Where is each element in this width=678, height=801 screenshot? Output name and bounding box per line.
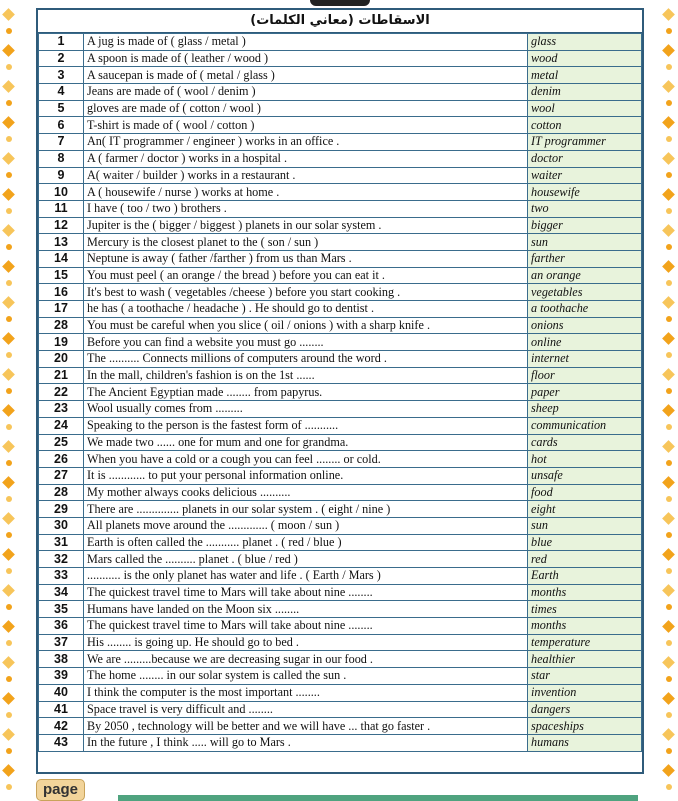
row-number: 16 [39,284,84,301]
dot-ornament [666,208,672,214]
table-row [39,568,642,585]
question-text: I think the computer is the most important ........ [84,684,528,701]
row-number: 38 [39,651,84,668]
diamond-ornament [2,440,15,453]
table-row [39,517,642,534]
table-row [39,534,642,551]
dot-ornament [666,172,672,178]
diamond-ornament [2,8,15,21]
dot-ornament [666,244,672,250]
worksheet-title: الاسقاطات (معاني الكلمات) [38,10,642,33]
question-text: A( waiter / builder ) works in a restaurant . [84,167,528,184]
dot-ornament [6,64,12,70]
answer-text: an orange [528,267,642,284]
row-number: 26 [39,451,84,468]
table-row [39,451,642,468]
diamond-ornament [2,584,15,597]
diamond-ornament [662,44,675,57]
answer-text: eight [528,501,642,518]
dot-ornament [6,568,12,574]
table-row [39,684,642,701]
question-text: It's best to wash ( vegetables /cheese ) before you start cooking . [84,284,528,301]
table-row [39,134,642,151]
diamond-ornament [662,260,675,273]
question-text: T-shirt is made of ( wool / cotton ) [84,117,528,134]
table-row [39,34,642,51]
answer-text: waiter [528,167,642,184]
diamond-ornament [2,44,15,57]
table-row [39,601,642,618]
dot-ornament [6,208,12,214]
answer-text: communication [528,417,642,434]
dot-ornament [6,532,12,538]
dot-ornament [666,316,672,322]
diamond-ornament [2,296,15,309]
answer-text: paper [528,384,642,401]
worksheet [36,8,644,774]
row-number: 20 [39,351,84,368]
question-text: A ( housewife / nurse ) works at home . [84,184,528,201]
diamond-ornament [2,368,15,381]
diamond-ornament [2,404,15,417]
dot-ornament [666,532,672,538]
row-number: 40 [39,684,84,701]
dot-ornament [6,748,12,754]
diamond-ornament [662,8,675,21]
row-number: 32 [39,551,84,568]
answer-text: housewife [528,184,642,201]
vocab-table [38,33,642,752]
question-text: The .......... Connects millions of computers around the word . [84,351,528,368]
row-number: 35 [39,601,84,618]
table-row [39,718,642,735]
dot-ornament [6,316,12,322]
dot-ornament [6,640,12,646]
row-number: 25 [39,434,84,451]
row-number: 8 [39,150,84,167]
diamond-ornament [2,152,15,165]
question-text: Space travel is very difficult and ........ [84,701,528,718]
diamond-ornament [662,296,675,309]
diamond-ornament [662,80,675,93]
row-number: 2 [39,50,84,67]
question-text: You must peel ( an orange / the bread ) before you can eat it . [84,267,528,284]
answer-text: two [528,200,642,217]
question-text: We are .........because we are decreasing sugar in our food . [84,651,528,668]
table-row [39,618,642,635]
question-text: Jeans are made of ( wool / denim ) [84,84,528,101]
right-decoration [660,0,678,801]
diamond-ornament [662,764,675,777]
diamond-ornament [2,620,15,633]
answer-text: a toothache [528,301,642,318]
answer-text: months [528,618,642,635]
question-text: Earth is often called the ........... planet . ( red / blue ) [84,534,528,551]
table-row [39,651,642,668]
row-number: 15 [39,267,84,284]
row-number: 9 [39,167,84,184]
question-text: It is ............ to put your personal information online. [84,467,528,484]
answer-text: cotton [528,117,642,134]
row-number: 14 [39,250,84,267]
dot-ornament [6,784,12,790]
diamond-ornament [662,116,675,129]
table-row [39,501,642,518]
table-row [39,417,642,434]
diamond-ornament [662,548,675,561]
dot-ornament [666,424,672,430]
diamond-ornament [662,656,675,669]
table-row [39,668,642,685]
dot-ornament [666,460,672,466]
answer-text: sun [528,517,642,534]
row-number: 39 [39,668,84,685]
question-text: Speaking to the person is the fastest form of ........... [84,417,528,434]
answer-text: floor [528,367,642,384]
dot-ornament [666,388,672,394]
dot-ornament [666,64,672,70]
answer-text: times [528,601,642,618]
dot-ornament [6,136,12,142]
answer-text: glass [528,34,642,51]
question-text: An( IT programmer / engineer ) works in an office . [84,134,528,151]
row-number: 42 [39,718,84,735]
diamond-ornament [2,476,15,489]
dot-ornament [6,676,12,682]
answer-text: humans [528,734,642,751]
dot-ornament [666,568,672,574]
diamond-ornament [2,548,15,561]
answer-text: food [528,484,642,501]
question-text: When you have a cold or a cough you can feel ........ or cold. [84,451,528,468]
diamond-ornament [2,80,15,93]
diamond-ornament [2,224,15,237]
row-number: 4 [39,84,84,101]
table-row [39,167,642,184]
diamond-ornament [662,368,675,381]
row-number: 24 [39,417,84,434]
diamond-ornament [662,692,675,705]
table-row [39,434,642,451]
question-text: My mother always cooks delicious .......... [84,484,528,501]
table-row [39,301,642,318]
diamond-ornament [2,692,15,705]
dot-ornament [6,280,12,286]
answer-text: internet [528,351,642,368]
question-text: Neptune is away ( father /farther ) from us than Mars . [84,250,528,267]
dot-ornament [666,712,672,718]
row-number: 1 [39,34,84,51]
diamond-ornament [662,152,675,165]
answer-text: onions [528,317,642,334]
row-number: 17 [39,301,84,318]
question-text: ........... is the only planet has water and life . ( Earth / Mars ) [84,568,528,585]
diamond-ornament [662,728,675,741]
answer-text: months [528,584,642,601]
dot-ornament [666,352,672,358]
diamond-ornament [2,260,15,273]
table-row [39,67,642,84]
table-row [39,351,642,368]
left-decoration [0,0,18,801]
row-number: 27 [39,467,84,484]
table-row [39,634,642,651]
answer-text: temperature [528,634,642,651]
answer-text: denim [528,84,642,101]
table-row [39,401,642,418]
table-row [39,150,642,167]
answer-text: online [528,334,642,351]
row-number: 28 [39,484,84,501]
question-text: The Ancient Egyptian made ........ from papyrus. [84,384,528,401]
row-number: 21 [39,367,84,384]
row-number: 10 [39,184,84,201]
table-row [39,250,642,267]
row-number: 6 [39,117,84,134]
dot-ornament [6,172,12,178]
dot-ornament [6,100,12,106]
row-number: 30 [39,517,84,534]
table-row [39,84,642,101]
dot-ornament [666,100,672,106]
answer-text: healthier [528,651,642,668]
dot-ornament [6,352,12,358]
table-row [39,117,642,134]
question-text: There are .............. planets in our solar system . ( eight / nine ) [84,501,528,518]
table-row [39,200,642,217]
answer-text: metal [528,67,642,84]
row-number: 37 [39,634,84,651]
answer-text: invention [528,684,642,701]
dot-ornament [666,280,672,286]
row-number: 33 [39,568,84,585]
dot-ornament [666,676,672,682]
answer-text: sun [528,234,642,251]
question-text: By 2050 , technology will be better and we will have ... that go faster . [84,718,528,735]
table-row [39,50,642,67]
row-number: 13 [39,234,84,251]
table-row [39,734,642,751]
diamond-ornament [662,620,675,633]
diamond-ornament [662,332,675,345]
dot-ornament [6,244,12,250]
question-text: gloves are made of ( cotton / wool ) [84,100,528,117]
answer-text: wood [528,50,642,67]
dot-ornament [6,496,12,502]
table-row [39,384,642,401]
table-row [39,367,642,384]
row-number: 43 [39,734,84,751]
table-row [39,551,642,568]
row-number: 12 [39,217,84,234]
question-text: Mars called the .......... planet . ( blue / red ) [84,551,528,568]
dot-ornament [666,28,672,34]
row-number: 11 [39,200,84,217]
diamond-ornament [2,764,15,777]
question-text: A ( farmer / doctor ) works in a hospital . [84,150,528,167]
row-number: 36 [39,618,84,635]
table-row [39,234,642,251]
table-row [39,467,642,484]
row-number: 22 [39,384,84,401]
dot-ornament [6,424,12,430]
answer-text: hot [528,451,642,468]
diamond-ornament [662,224,675,237]
answer-text: cards [528,434,642,451]
page-label: page [36,779,85,801]
dot-ornament [666,604,672,610]
diamond-ornament [662,404,675,417]
diamond-ornament [2,332,15,345]
question-text: I have ( too / two ) brothers . [84,200,528,217]
question-text: The quickest travel time to Mars will take about nine ........ [84,584,528,601]
diamond-ornament [2,656,15,669]
row-number: 29 [39,501,84,518]
question-text: Mercury is the closest planet to the ( son / sun ) [84,234,528,251]
question-text: Humans have landed on the Moon six ........ [84,601,528,618]
row-number: 41 [39,701,84,718]
question-text: Wool usually comes from ......... [84,401,528,418]
dot-ornament [666,496,672,502]
row-number: 7 [39,134,84,151]
diamond-ornament [662,584,675,597]
answer-text: unsafe [528,467,642,484]
answer-text: farther [528,250,642,267]
diamond-ornament [2,188,15,201]
answer-text: vegetables [528,284,642,301]
diamond-ornament [2,512,15,525]
question-text: You must be careful when you slice ( oil / onions ) with a sharp knife . [84,317,528,334]
dot-ornament [666,640,672,646]
question-text: he has ( a toothache / headache ) . He should go to dentist . [84,301,528,318]
question-text: All planets move around the ............. ( moon / sun ) [84,517,528,534]
answer-text: red [528,551,642,568]
diamond-ornament [2,728,15,741]
table-row [39,317,642,334]
question-text: We made two ...... one for mum and one for grandma. [84,434,528,451]
question-text: In the mall, children's fashion is on the 1st ...... [84,367,528,384]
question-text: The home ........ in our solar system is called the sun . [84,668,528,685]
bottom-bar [118,795,638,801]
table-row [39,484,642,501]
table-row [39,184,642,201]
answer-text: bigger [528,217,642,234]
answer-text: star [528,668,642,685]
table-row [39,217,642,234]
row-number: 3 [39,67,84,84]
table-row [39,284,642,301]
question-text: Jupiter is the ( bigger / biggest ) planets in our solar system . [84,217,528,234]
answer-text: IT programmer [528,134,642,151]
row-number: 28 [39,317,84,334]
dot-ornament [6,712,12,718]
answer-text: dangers [528,701,642,718]
dot-ornament [6,460,12,466]
question-text: In the future , I think ..... will go to Mars . [84,734,528,751]
table-row [39,584,642,601]
question-text: The quickest travel time to Mars will take about nine ........ [84,618,528,635]
answer-text: sheep [528,401,642,418]
diamond-ornament [2,116,15,129]
answer-text: doctor [528,150,642,167]
answer-text: Earth [528,568,642,585]
row-number: 23 [39,401,84,418]
row-number: 19 [39,334,84,351]
answer-text: spaceships [528,718,642,735]
diamond-ornament [662,512,675,525]
diamond-ornament [662,440,675,453]
question-text: His ........ is going up. He should go to bed . [84,634,528,651]
dot-ornament [6,28,12,34]
question-text: Before you can find a website you must go ........ [84,334,528,351]
question-text: A saucepan is made of ( metal / glass ) [84,67,528,84]
table-row [39,701,642,718]
question-text: A jug is made of ( glass / metal ) [84,34,528,51]
dot-ornament [666,784,672,790]
dot-ornament [6,604,12,610]
top-cap-ornament [310,0,370,6]
table-row [39,267,642,284]
answer-text: blue [528,534,642,551]
row-number: 31 [39,534,84,551]
table-row [39,100,642,117]
question-text: A spoon is made of ( leather / wood ) [84,50,528,67]
diamond-ornament [662,188,675,201]
dot-ornament [666,136,672,142]
diamond-ornament [662,476,675,489]
table-row [39,334,642,351]
dot-ornament [6,388,12,394]
row-number: 5 [39,100,84,117]
row-number: 34 [39,584,84,601]
answer-text: wool [528,100,642,117]
dot-ornament [666,748,672,754]
